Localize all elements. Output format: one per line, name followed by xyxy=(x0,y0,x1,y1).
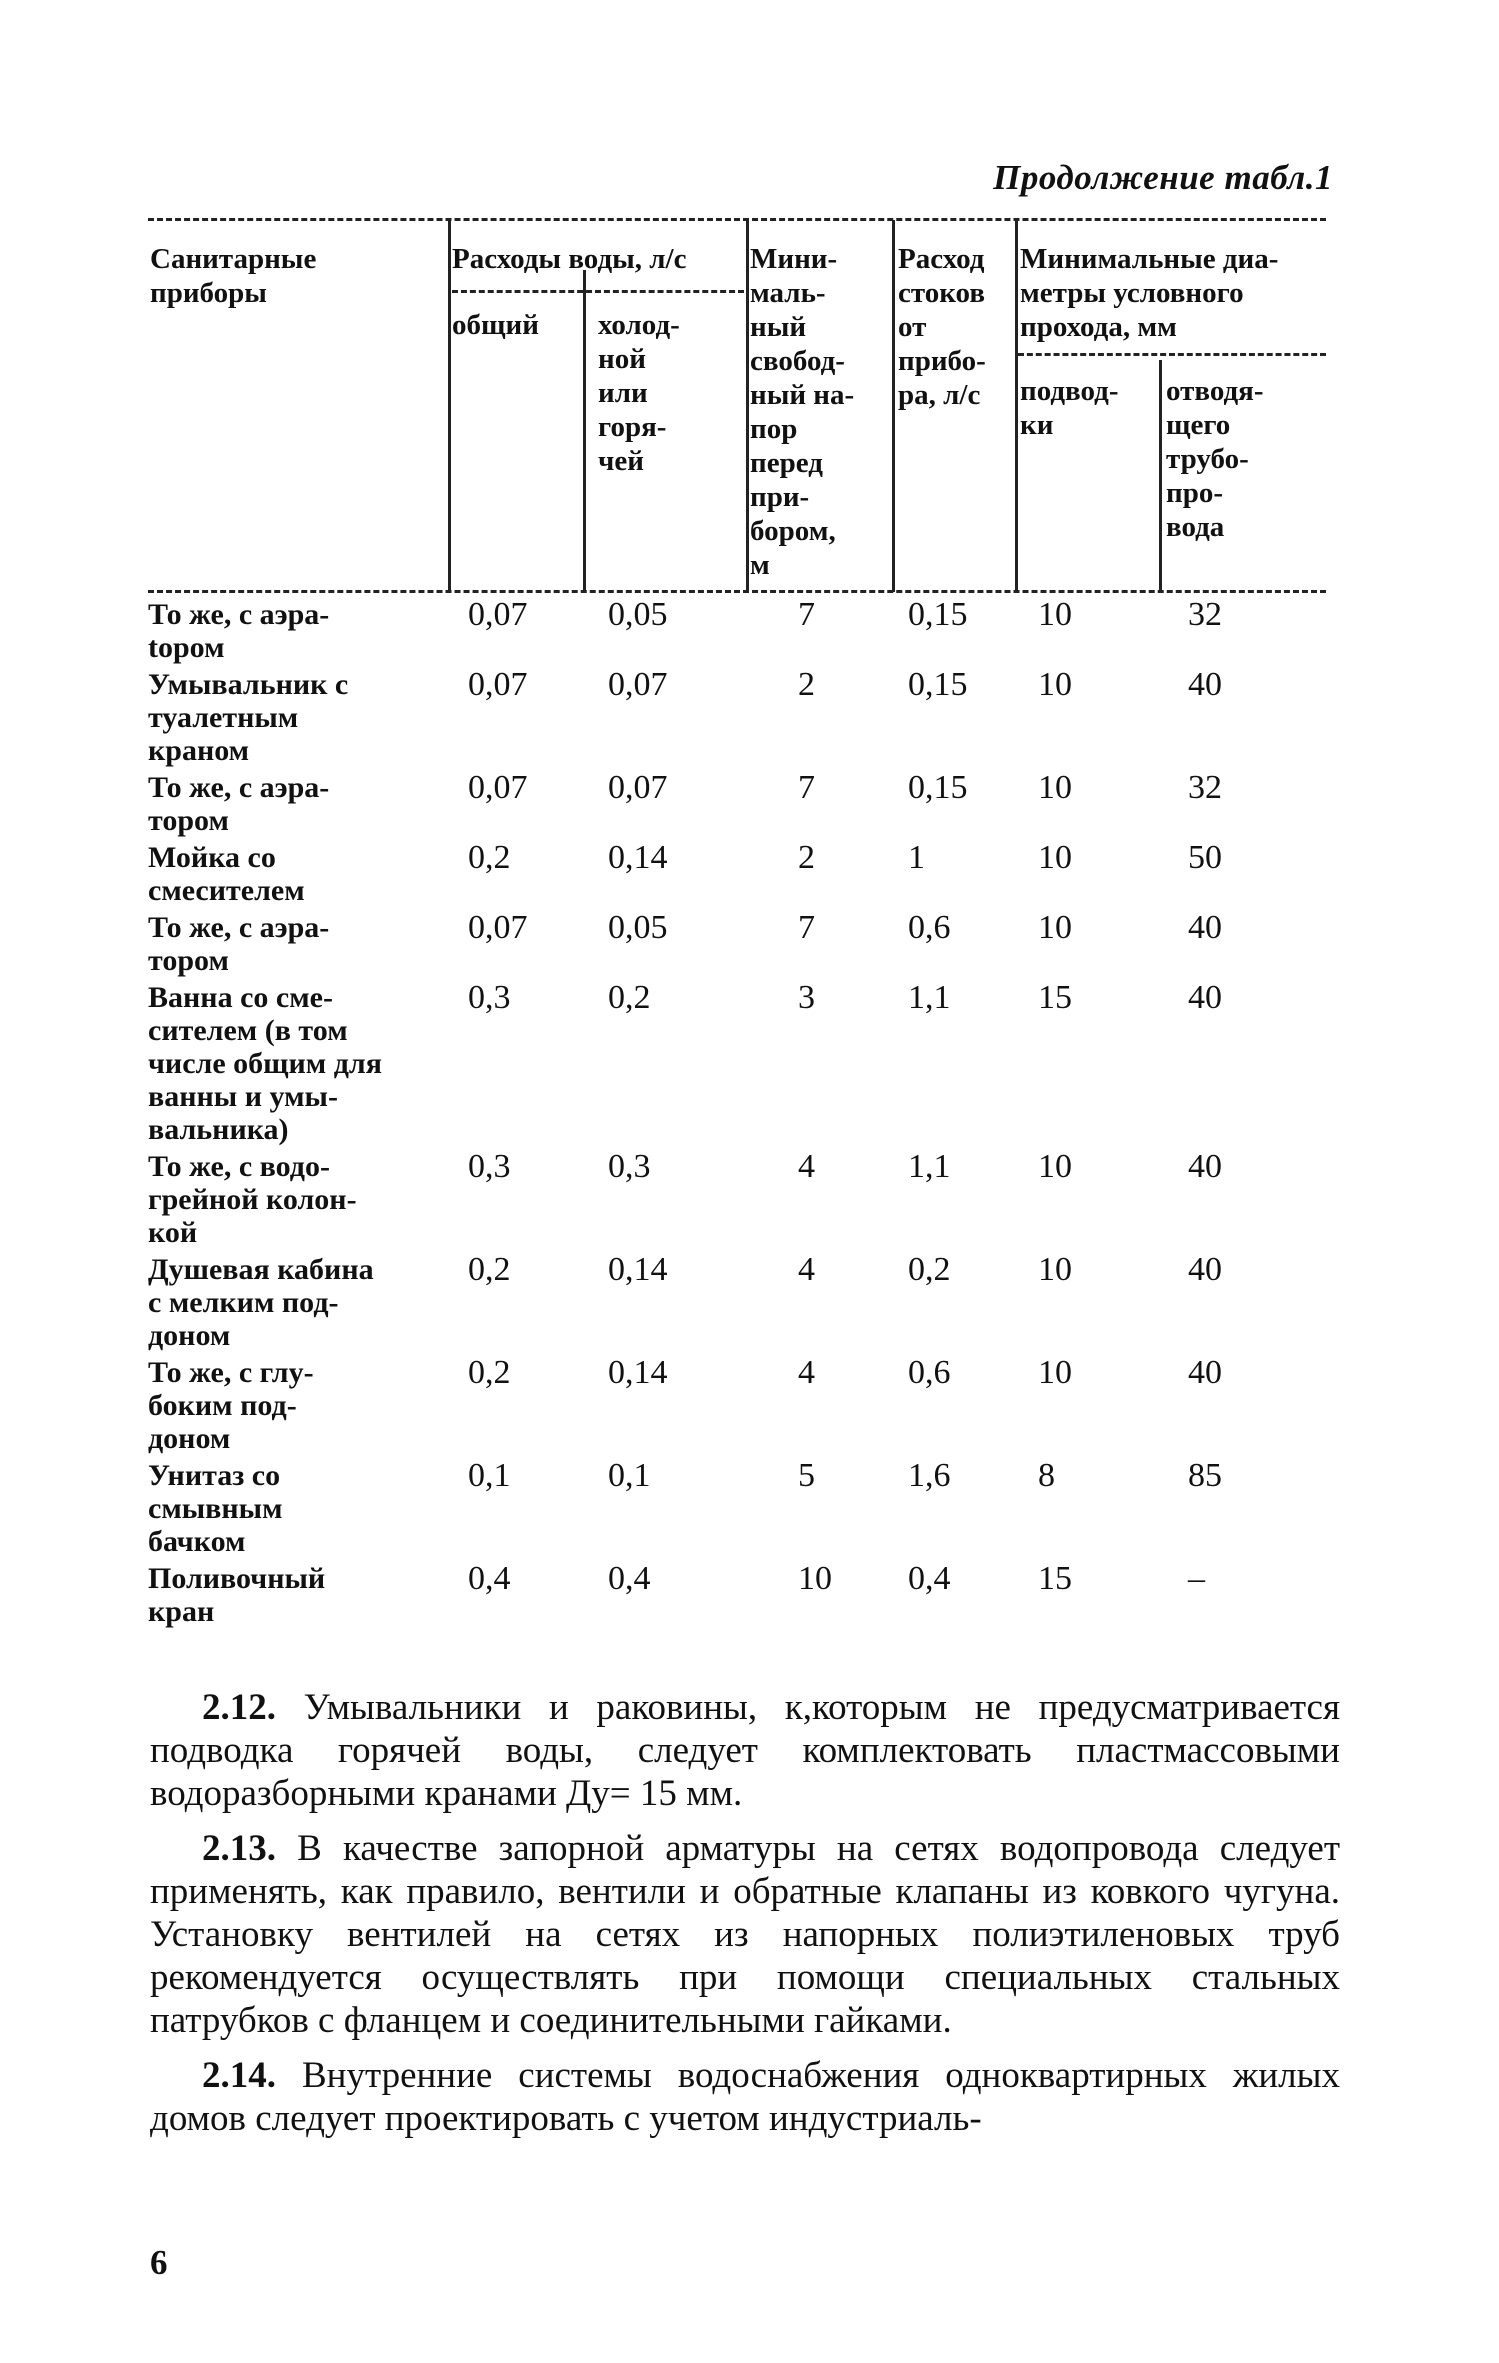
fixture-name-cell: Умывальник с туалетным краном xyxy=(148,668,349,767)
min-head-cell: 2 xyxy=(798,666,815,703)
table-row xyxy=(148,1253,1308,1356)
header-divider-6 xyxy=(1159,360,1162,592)
supply-diameter-cell: 10 xyxy=(1038,769,1072,806)
diam-subrule xyxy=(1018,353,1326,356)
supply-diameter-cell: 10 xyxy=(1038,1148,1072,1185)
fixture-name-cell: То же, с аэра- тором xyxy=(148,911,330,977)
min-head-cell: 10 xyxy=(798,1560,832,1597)
min-head-cell: 2 xyxy=(798,839,815,876)
paragraph-text: Внутренние системы водоснабжения одноквартирных жилых домов следует проектировать с учетом индустриаль- xyxy=(150,2055,1341,2139)
total-flow-cell: 0,07 xyxy=(468,909,528,946)
drain-flow-cell: 1,1 xyxy=(908,979,951,1016)
paragraph-number: 2.12. xyxy=(202,1687,276,1728)
supply-diameter-cell: 10 xyxy=(1038,1354,1072,1391)
page-number: 6 xyxy=(150,2243,168,2282)
supply-diameter-cell: 15 xyxy=(1038,979,1072,1016)
header-min-diam: Минимальные диа- метры условного прохода, мм xyxy=(1020,243,1279,343)
drain-flow-cell: 0,6 xyxy=(908,1354,951,1391)
table-row xyxy=(148,1356,1308,1459)
header-divider-1 xyxy=(448,220,451,592)
outlet-diameter-cell: 40 xyxy=(1188,979,1222,1016)
outlet-diameter-cell: 50 xyxy=(1188,839,1222,876)
supply-diameter-cell: 10 xyxy=(1038,909,1072,946)
cold-hot-flow-cell: 0,3 xyxy=(608,1148,651,1185)
body-text xyxy=(150,1686,1340,2152)
cold-hot-flow-cell: 0,14 xyxy=(608,1354,668,1391)
drain-flow-cell: 0,4 xyxy=(908,1560,951,1597)
fixture-name-cell: Душевая кабина с мелким под- доном xyxy=(148,1253,374,1352)
header-flows: Расходы воды, л/с xyxy=(452,243,687,275)
cold-hot-flow-cell: 0,14 xyxy=(608,839,668,876)
total-flow-cell: 0,1 xyxy=(468,1457,511,1494)
supply-diameter-cell: 10 xyxy=(1038,1251,1072,1288)
drain-flow-cell: 0,15 xyxy=(908,769,968,806)
cold-hot-flow-cell: 0,07 xyxy=(608,666,668,703)
cold-hot-flow-cell: 0,1 xyxy=(608,1457,651,1494)
outlet-diameter-cell: 40 xyxy=(1188,666,1222,703)
min-head-cell: 7 xyxy=(798,909,815,946)
paragraph-number: 2.13. xyxy=(202,1828,276,1869)
cold-hot-flow-cell: 0,07 xyxy=(608,769,668,806)
table-row xyxy=(148,1459,1308,1562)
outlet-diameter-cell: 32 xyxy=(1188,769,1222,806)
table-row xyxy=(148,1150,1308,1253)
fixture-name-cell: То же, с глу- боким под- доном xyxy=(148,1356,314,1455)
drain-flow-cell: 1 xyxy=(908,839,925,876)
min-head-cell: 4 xyxy=(798,1251,815,1288)
fixture-name-cell: То же, с водо- грейной колон- кой xyxy=(148,1150,357,1249)
paragraph-text: Умывальники и раковины, к,которым не предусматривается подводка горячей воды, следует комплектовать пластмассовыми водоразборными кранами Ду= 15 мм. xyxy=(150,1687,1340,1814)
fixture-name-cell: Поливочный кран xyxy=(148,1562,326,1628)
table-row xyxy=(148,841,1308,911)
flows-subrule xyxy=(452,290,744,293)
table-row xyxy=(148,598,1308,668)
header-cold-hot: холод- ной или горя- чей xyxy=(598,309,680,477)
header-divider-4 xyxy=(892,220,895,592)
outlet-diameter-cell: 40 xyxy=(1188,1251,1222,1288)
min-head-cell: 4 xyxy=(798,1148,815,1185)
total-flow-cell: 0,07 xyxy=(468,596,528,633)
min-head-cell: 5 xyxy=(798,1457,815,1494)
total-flow-cell: 0,07 xyxy=(468,666,528,703)
paragraph-number: 2.14. xyxy=(202,2055,276,2096)
fixtures-table xyxy=(148,598,1308,1632)
table-row xyxy=(148,911,1308,981)
table-row xyxy=(148,668,1308,771)
paragraph xyxy=(150,1827,1340,2042)
paragraph-text: В качестве запорной арматуры на сетях водопровода следует применять, как правило, вентили и обратные клапаны из ковкого чугуна. Установку вентилей на сетях из напорных полиэтиленовых труб рекомендуется осуществлять при помощи специальных стальных патрубков с фланцем и соединительными гайками. xyxy=(150,1828,1340,2041)
outlet-diameter-cell: 85 xyxy=(1188,1457,1222,1494)
drain-flow-cell: 0,15 xyxy=(908,596,968,633)
total-flow-cell: 0,2 xyxy=(468,1251,511,1288)
header-fixtures: Санитарные приборы xyxy=(150,243,317,309)
supply-diameter-cell: 10 xyxy=(1038,666,1072,703)
cold-hot-flow-cell: 0,4 xyxy=(608,1560,651,1597)
header-outlet: отводя- щего трубо- про- вода xyxy=(1166,375,1264,543)
total-flow-cell: 0,07 xyxy=(468,769,528,806)
header-divider-3 xyxy=(746,220,749,592)
table-row xyxy=(148,1562,1308,1632)
supply-diameter-cell: 8 xyxy=(1038,1457,1055,1494)
outlet-diameter-cell: – xyxy=(1188,1560,1205,1597)
total-flow-cell: 0,3 xyxy=(468,1148,511,1185)
fixture-name-cell: То же, с аэра- тором xyxy=(148,771,330,837)
min-head-cell: 7 xyxy=(798,769,815,806)
min-head-cell: 3 xyxy=(798,979,815,1016)
drain-flow-cell: 1,6 xyxy=(908,1457,951,1494)
supply-diameter-cell: 10 xyxy=(1038,839,1072,876)
supply-diameter-cell: 15 xyxy=(1038,1560,1072,1597)
header-divider-2 xyxy=(583,270,586,592)
supply-diameter-cell: 10 xyxy=(1038,596,1072,633)
total-flow-cell: 0,4 xyxy=(468,1560,511,1597)
total-flow-cell: 0,2 xyxy=(468,839,511,876)
paragraph xyxy=(150,2054,1340,2140)
outlet-diameter-cell: 40 xyxy=(1188,909,1222,946)
total-flow-cell: 0,2 xyxy=(468,1354,511,1391)
min-head-cell: 4 xyxy=(798,1354,815,1391)
cold-hot-flow-cell: 0,05 xyxy=(608,596,668,633)
drain-flow-cell: 0,15 xyxy=(908,666,968,703)
paragraph xyxy=(150,1686,1340,1815)
cold-hot-flow-cell: 0,14 xyxy=(608,1251,668,1288)
total-flow-cell: 0,3 xyxy=(468,979,511,1016)
outlet-diameter-cell: 40 xyxy=(1188,1354,1222,1391)
fixture-name-cell: То же, с аэра- tором xyxy=(148,598,330,664)
header-total: общий xyxy=(452,309,539,341)
fixture-name-cell: Ванна со сме- сителем (в том числе общим для ванны и умы- вальника) xyxy=(148,981,382,1146)
fixture-name-cell: Мойка со смесителем xyxy=(148,841,305,907)
table-row xyxy=(148,981,1308,1150)
fixture-name-cell: Унитаз со смывным бачком xyxy=(148,1459,283,1558)
header-drain: Расход стоков от прибо- ра, л/с xyxy=(898,243,986,411)
drain-flow-cell: 0,2 xyxy=(908,1251,951,1288)
header-min-head: Мини- маль- ный свобод- ный на- пор перед при- бором, м xyxy=(750,243,855,581)
cold-hot-flow-cell: 0,2 xyxy=(608,979,651,1016)
cold-hot-flow-cell: 0,05 xyxy=(608,909,668,946)
header-supply: подвод- ки xyxy=(1020,375,1119,441)
min-head-cell: 7 xyxy=(798,596,815,633)
outlet-diameter-cell: 32 xyxy=(1188,596,1222,633)
table-row xyxy=(148,771,1308,841)
header-bottom-rule xyxy=(148,590,1326,593)
header-divider-5 xyxy=(1015,220,1018,592)
table-continuation-label: Продолжение табл.1 xyxy=(993,158,1333,197)
table-top-rule xyxy=(148,218,1326,221)
drain-flow-cell: 1,1 xyxy=(908,1148,951,1185)
outlet-diameter-cell: 40 xyxy=(1188,1148,1222,1185)
drain-flow-cell: 0,6 xyxy=(908,909,951,946)
